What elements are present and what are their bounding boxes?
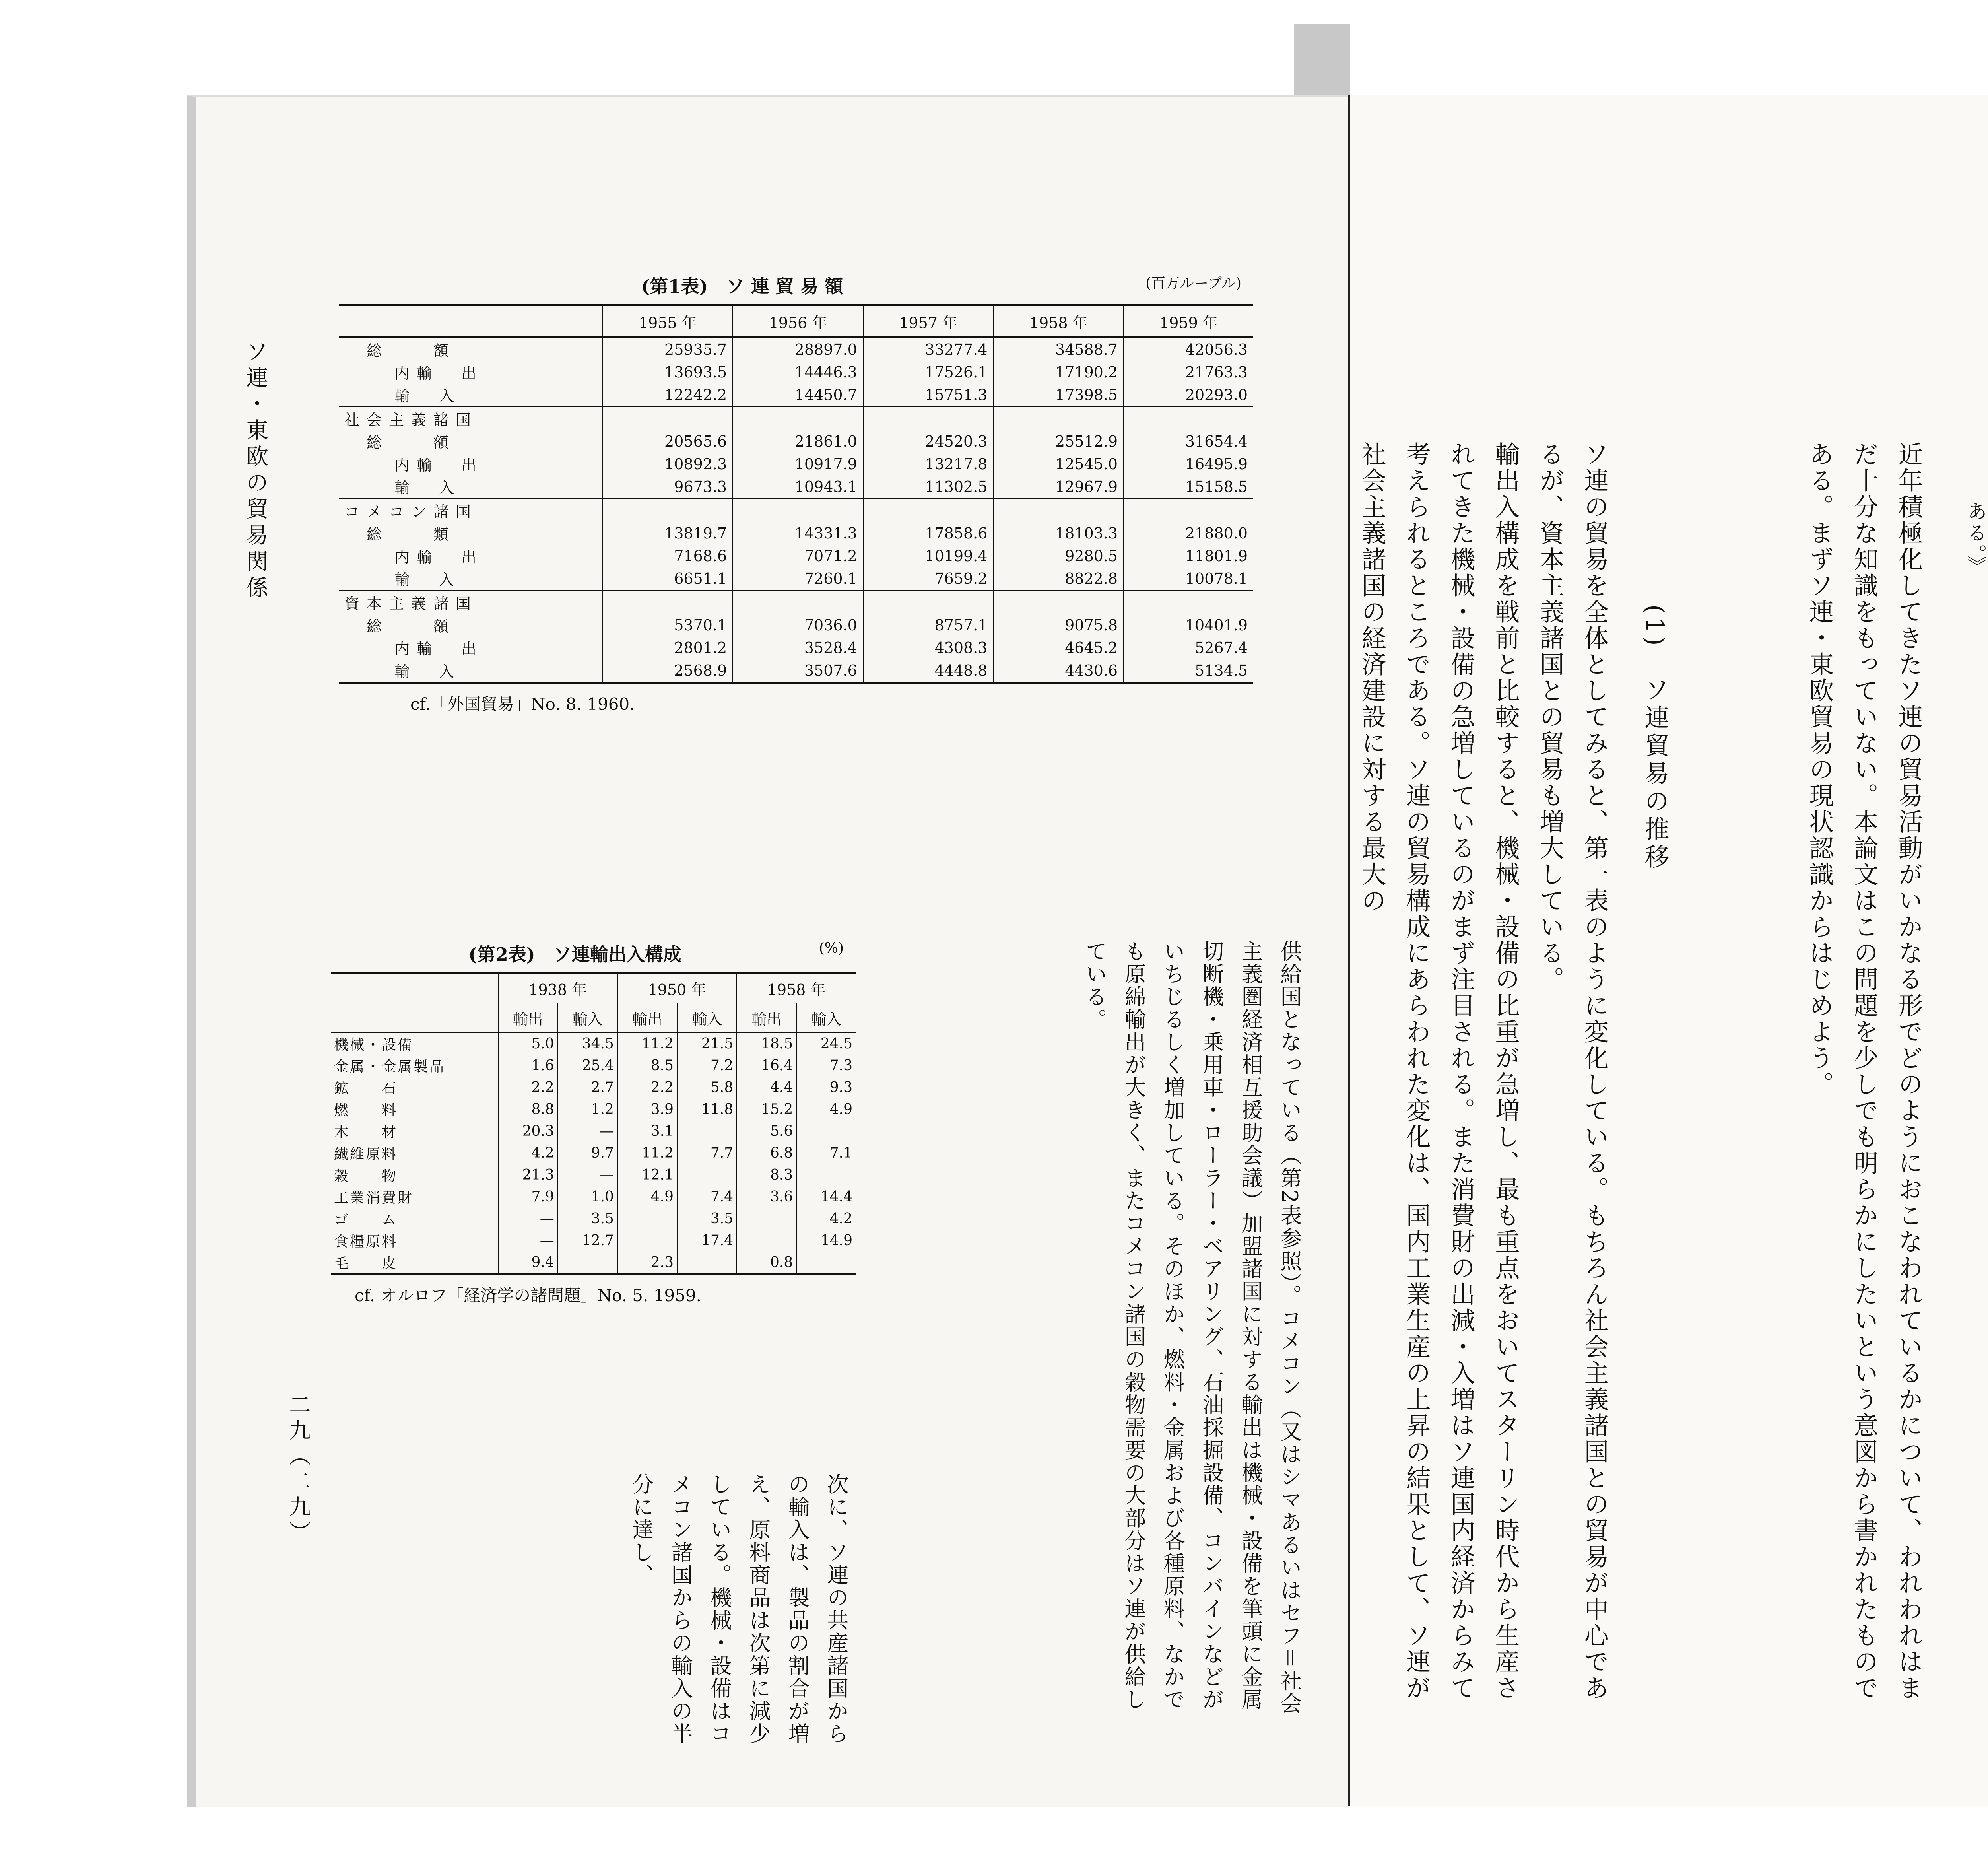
- table-cell: 5.8: [677, 1077, 737, 1098]
- table-cell: 0.8: [737, 1252, 796, 1275]
- table-row: [339, 383, 1253, 407]
- table-cell: [603, 407, 733, 430]
- article-note: ある。》: [1964, 501, 1987, 577]
- table-row: [339, 361, 1253, 383]
- table-cell: 4.2: [498, 1142, 558, 1164]
- table-cell: 10078.1: [1124, 567, 1253, 591]
- table-cell: 3.6: [737, 1186, 796, 1208]
- table-cell: [733, 499, 863, 522]
- table-cell: 7.4: [677, 1186, 737, 1208]
- table-cell: [737, 1208, 796, 1230]
- row-label: 木 材: [334, 1124, 398, 1141]
- table-cell: 17398.5: [993, 383, 1124, 407]
- table-row: [331, 1164, 856, 1186]
- table-cell: 13693.5: [603, 361, 733, 383]
- table-cell: 2568.9: [603, 659, 733, 683]
- table-cell: 16495.9: [1124, 453, 1253, 475]
- table-cell: [677, 1164, 737, 1186]
- row-label: 機械・設備: [334, 1037, 414, 1053]
- table-cell: 25.4: [558, 1055, 617, 1077]
- table-cell: 9280.5: [993, 544, 1124, 567]
- table-cell: 2.3: [617, 1252, 677, 1275]
- table-cell: 34588.7: [993, 337, 1124, 361]
- table-1-source: cf.「外国貿易」No. 8. 1960.: [410, 694, 635, 714]
- row-label: 社会主義諸国: [339, 407, 603, 430]
- table-cell: 12242.2: [603, 383, 733, 407]
- row-label: 毛 皮: [334, 1256, 398, 1272]
- table-cell: 21880.0: [1124, 522, 1253, 544]
- table-cell: —: [498, 1230, 558, 1252]
- table-cell: 8.3: [737, 1164, 796, 1186]
- table-cell: 9075.8: [993, 614, 1124, 636]
- table-1-body: [339, 337, 1253, 683]
- table-cell: [603, 499, 733, 522]
- row-label: 鉱 石: [334, 1081, 398, 1097]
- table-cell: 2.2: [498, 1077, 558, 1098]
- table-cell: 3.5: [677, 1208, 737, 1230]
- table-2-body: [331, 1032, 856, 1275]
- table-2-subheader: 輸入: [558, 1003, 617, 1032]
- table-cell: 1.6: [498, 1055, 558, 1077]
- table-1-col-header: 1958 年: [993, 305, 1124, 337]
- row-label: 食糧原料: [334, 1234, 398, 1250]
- table-cell: —: [558, 1120, 617, 1142]
- row-label: 燃 料: [334, 1102, 398, 1119]
- table-cell: [993, 499, 1124, 522]
- right-body-text: [1346, 441, 1617, 1722]
- row-label: 繊維原料: [334, 1146, 398, 1162]
- table-cell: 24520.3: [863, 430, 994, 453]
- table-cell: 21861.0: [733, 430, 863, 453]
- row-label: 総 額: [367, 434, 456, 451]
- row-label: 内輸 出: [394, 640, 484, 658]
- table-cell: 17526.1: [863, 361, 994, 383]
- table-row: [339, 659, 1253, 683]
- table-cell: 6.8: [737, 1142, 796, 1164]
- table-cell: [1124, 591, 1253, 614]
- paragraph-1: ソ連の貿易を全体としてみると、第一表のように変化している。もちろん社会主義諸国との貿易が中心であるが、資本主義諸国との貿易も増大している。: [1536, 441, 1609, 1701]
- table-cell: 9.4: [498, 1252, 558, 1275]
- table-1-title: (第1表) ソ 連 貿 易 額: [641, 276, 843, 297]
- table-cell: 7260.1: [733, 567, 863, 591]
- table-row: [331, 1230, 856, 1252]
- table-cell: [796, 1252, 856, 1275]
- table-2-grid: [331, 972, 856, 1275]
- table-row: [339, 407, 1253, 430]
- table-cell: 25512.9: [993, 430, 1124, 453]
- table-cell: 7071.2: [733, 544, 863, 567]
- row-label: 工業消費財: [334, 1190, 414, 1206]
- table-cell: 12967.9: [993, 475, 1124, 499]
- table-2-subheader: 輸出: [617, 1003, 677, 1032]
- table-cell: 24.5: [796, 1032, 856, 1055]
- table-cell: 17858.6: [863, 522, 994, 544]
- table-row: [331, 1208, 856, 1230]
- row-label: 穀 物: [334, 1168, 398, 1184]
- table-cell: 7.7: [677, 1142, 737, 1164]
- table-row: [339, 591, 1253, 614]
- table-row: [331, 1077, 856, 1098]
- table-cell: 20293.0: [1124, 383, 1253, 407]
- table-cell: 7659.2: [863, 567, 994, 591]
- table-cell: [617, 1230, 677, 1252]
- table-cell: [863, 407, 994, 430]
- table-cell: —: [558, 1164, 617, 1186]
- table-row: [339, 567, 1253, 591]
- row-label: 内輸 出: [394, 457, 484, 474]
- table-cell: 11801.9: [1124, 544, 1253, 567]
- row-label: 総 額: [367, 618, 456, 635]
- table-cell: 14.9: [796, 1230, 856, 1252]
- table-cell: [677, 1120, 737, 1142]
- table-cell: 8757.1: [863, 614, 994, 636]
- running-head: ソ連・東欧の貿易関係: [243, 340, 268, 602]
- table-2-subheader: 輸入: [796, 1003, 856, 1032]
- table-cell: 18.5: [737, 1032, 796, 1055]
- table-cell: [993, 407, 1124, 430]
- table-cell: —: [498, 1208, 558, 1230]
- table-2-unit: (%): [819, 940, 844, 956]
- table-cell: 20565.6: [603, 430, 733, 453]
- table-2-title: (第2表) ソ連輸出入構成: [468, 944, 681, 965]
- table-cell: 33277.4: [863, 337, 994, 361]
- table-cell: 3.1: [617, 1120, 677, 1142]
- row-label: 輸 入: [394, 663, 462, 680]
- table-2-subheader: 輸出: [737, 1003, 796, 1032]
- table-cell: [733, 591, 863, 614]
- table-cell: [733, 407, 863, 430]
- row-label: 総 額: [339, 337, 603, 361]
- table-cell: 2801.2: [603, 636, 733, 659]
- table-2: [331, 940, 856, 1306]
- table-cell: 12.7: [558, 1230, 617, 1252]
- table-cell: [1124, 407, 1253, 430]
- table-cell: 12545.0: [993, 453, 1124, 475]
- table-cell: 4.9: [617, 1186, 677, 1208]
- table-cell: [993, 591, 1124, 614]
- table-cell: 16.4: [737, 1055, 796, 1077]
- table-1-col-header: 1957 年: [863, 305, 994, 337]
- table-row: [339, 475, 1253, 499]
- table-cell: 14450.7: [733, 383, 863, 407]
- row-label: 総 類: [367, 526, 456, 543]
- table-cell: 5370.1: [603, 614, 733, 636]
- table-cell: 4.4: [737, 1077, 796, 1098]
- paragraph-2: 輸出入構成を戦前と比較すると、機械・設備の比重が急増し、最も重点をおいてスターリン時代から生産されてきた機械・設備の急増しているのがまず注目される。また消費財の出減・入増はソ連国内経済からみて考えられるところである。ソ連の貿易構成にあらわれた変化は、国内工業生産の上昇の結果として、ソ連が社会主義諸国の経済建設に対する最大の: [1357, 441, 1520, 1701]
- table-cell: 9.3: [796, 1077, 856, 1098]
- table-row: [331, 1098, 856, 1120]
- table-cell: [677, 1252, 737, 1275]
- table-cell: 7.2: [677, 1055, 737, 1077]
- table-cell: 18103.3: [993, 522, 1124, 544]
- table-cell: 42056.3: [1124, 337, 1253, 361]
- row-label: 内輸 出: [394, 548, 484, 566]
- table-row: [331, 1055, 856, 1077]
- table-2-year-header: 1950 年: [617, 973, 737, 1003]
- table-cell: 4.9: [796, 1098, 856, 1120]
- table-cell: 25935.7: [603, 337, 733, 361]
- table-cell: [603, 591, 733, 614]
- row-label: 内輸 出: [394, 365, 484, 382]
- row-label: 金属・金属製品: [334, 1059, 446, 1075]
- table-cell: 15158.5: [1124, 475, 1253, 499]
- table-1-grid: [339, 304, 1253, 684]
- table-cell: 11302.5: [863, 475, 994, 499]
- table-cell: 8822.8: [993, 567, 1124, 591]
- left-page: [187, 95, 1349, 1807]
- table-cell: 2.7: [558, 1077, 617, 1098]
- table-cell: 21.5: [677, 1032, 737, 1055]
- table-cell: 8.8: [498, 1098, 558, 1120]
- table-row: [331, 1186, 856, 1208]
- table-2-year-header: 1938 年: [498, 973, 617, 1003]
- table-cell: 11.2: [617, 1142, 677, 1164]
- table-cell: 1.2: [558, 1098, 617, 1120]
- table-row: [339, 499, 1253, 522]
- table-cell: 8.5: [617, 1055, 677, 1077]
- table-cell: 10917.9: [733, 453, 863, 475]
- table-cell: [863, 499, 994, 522]
- table-cell: 5267.4: [1124, 636, 1253, 659]
- table-row: [339, 430, 1253, 453]
- row-label: 資本主義諸国: [339, 591, 603, 614]
- table-cell: [558, 1252, 617, 1275]
- table-cell: 15751.3: [863, 383, 994, 407]
- table-2-year-header: 1958 年: [737, 973, 856, 1003]
- right-page: [1348, 95, 1988, 1806]
- table-cell: 7.9: [498, 1186, 558, 1208]
- table-cell: 7168.6: [603, 544, 733, 567]
- table-cell: [617, 1208, 677, 1230]
- table-cell: 5.0: [498, 1032, 558, 1055]
- table-cell: 21.3: [498, 1164, 558, 1186]
- table-1-caption: [339, 272, 1253, 298]
- table-cell: 11.8: [677, 1098, 737, 1120]
- table-cell: 4448.8: [863, 659, 994, 683]
- page-number-left: 二九（二九）: [286, 1394, 311, 1546]
- table-2-caption: [331, 940, 856, 966]
- table-2-subheader: 輸入: [677, 1003, 737, 1032]
- table-cell: 7036.0: [733, 614, 863, 636]
- table-cell: 1.0: [558, 1186, 617, 1208]
- table-cell: 21763.3: [1124, 361, 1253, 383]
- left-lower-text: 次に、ソ連の共産諸国からの輸入は、製品の割合が増え、原料商品は次第に減少している。機械・設備はコメコン諸国からの輸入の半分に達し、: [629, 1473, 849, 1745]
- table-1: [339, 272, 1253, 715]
- table-row: [331, 1032, 856, 1055]
- table-cell: [737, 1230, 796, 1252]
- table-cell: 31654.4: [1124, 430, 1253, 453]
- section-heading: (1) ソ連貿易の推移: [1640, 604, 1670, 872]
- table-cell: 3.5: [558, 1208, 617, 1230]
- table-cell: 13819.7: [603, 522, 733, 544]
- table-cell: 7.1: [796, 1142, 856, 1164]
- table-cell: 6651.1: [603, 567, 733, 591]
- table-cell: 3507.6: [733, 659, 863, 683]
- table-cell: 5.6: [737, 1120, 796, 1142]
- table-cell: 10892.3: [603, 453, 733, 475]
- table-row: [339, 544, 1253, 567]
- table-cell: 3.9: [617, 1098, 677, 1120]
- table-cell: 2.2: [617, 1077, 677, 1098]
- row-label: 輸 入: [394, 387, 462, 405]
- table-cell: 28897.0: [733, 337, 863, 361]
- table-cell: 11.2: [617, 1032, 677, 1055]
- table-cell: 10943.1: [733, 475, 863, 499]
- table-1-col-header: 1955 年: [603, 305, 733, 337]
- table-cell: 14.4: [796, 1186, 856, 1208]
- table-2-year-row: [331, 973, 856, 1003]
- table-1-col-header: 1956 年: [733, 305, 863, 337]
- table-cell: 14446.3: [733, 361, 863, 383]
- table-cell: 10401.9: [1124, 614, 1253, 636]
- table-row: [331, 1252, 856, 1275]
- table-2-source: cf. オルロフ「経済学の諸問題」No. 5. 1959.: [355, 1286, 701, 1305]
- table-row: [339, 337, 1253, 361]
- left-body-text: 供給国となっている（第2表参照）。コメコン（又はシマあるいはセフ＝社会主義圏経済相互援助会議）加盟諸国に対する輸出は機械・設備を筆頭に金属切断機・乗用車・ローラー・ベアリング、石油採掘設備、コンバインなどがいちじるしく増加している。そのほか、燃料・金属および各種原料、なかでも原綿輸出が大きく、またコメコン諸国の穀物需要の大部分はソ連が供給している。: [1082, 940, 1302, 1715]
- table-1-header-row: [339, 305, 1253, 337]
- table-2-subheader: 輸出: [498, 1003, 558, 1032]
- table-cell: 34.5: [558, 1032, 617, 1055]
- table-cell: 4645.2: [993, 636, 1124, 659]
- intro-paragraph: 近年積極化してきたソ連の貿易活動がいかなる形でどのようにおこなわれているかについて、われわれはまだ十分な知識をもっていない。本論文はこの問題を少しでも明らかにしたいという意図から書かれたものである。まずソ連・東欧貿易の現状認識からはじめよう。: [1805, 441, 1923, 1701]
- table-row: [339, 453, 1253, 475]
- table-cell: 4.2: [796, 1208, 856, 1230]
- table-1-corner: [339, 305, 603, 337]
- table-cell: 9673.3: [603, 475, 733, 499]
- table-cell: [796, 1164, 856, 1186]
- table-cell: 4430.6: [993, 659, 1124, 683]
- table-cell: 17190.2: [993, 361, 1124, 383]
- table-cell: 17.4: [677, 1230, 737, 1252]
- table-cell: 14331.3: [733, 522, 863, 544]
- table-cell: 5134.5: [1124, 659, 1253, 683]
- table-cell: [1124, 499, 1253, 522]
- table-cell: 10199.4: [863, 544, 994, 567]
- table-2-corner: [331, 973, 498, 1033]
- table-row: [339, 614, 1253, 636]
- table-1-unit: (百万ルーブル): [1145, 275, 1241, 292]
- table-row: [331, 1120, 856, 1142]
- table-cell: 7.3: [796, 1055, 856, 1077]
- table-cell: 20.3: [498, 1120, 558, 1142]
- table-cell: 15.2: [737, 1098, 796, 1120]
- table-cell: [863, 591, 994, 614]
- table-cell: 4308.3: [863, 636, 994, 659]
- table-row: [331, 1142, 856, 1164]
- table-cell: 9.7: [558, 1142, 617, 1164]
- row-label: 輸 入: [394, 479, 462, 497]
- table-cell: 13217.8: [863, 453, 994, 475]
- row-label: 輸 入: [394, 571, 462, 589]
- table-row: [339, 636, 1253, 659]
- row-label: ゴ ム: [334, 1212, 398, 1228]
- row-label: コメコン諸国: [339, 499, 603, 522]
- table-cell: [796, 1120, 856, 1142]
- table-row: [339, 522, 1253, 544]
- table-cell: 3528.4: [733, 636, 863, 659]
- table-1-col-header: 1959 年: [1124, 305, 1253, 337]
- table-cell: 12.1: [617, 1164, 677, 1186]
